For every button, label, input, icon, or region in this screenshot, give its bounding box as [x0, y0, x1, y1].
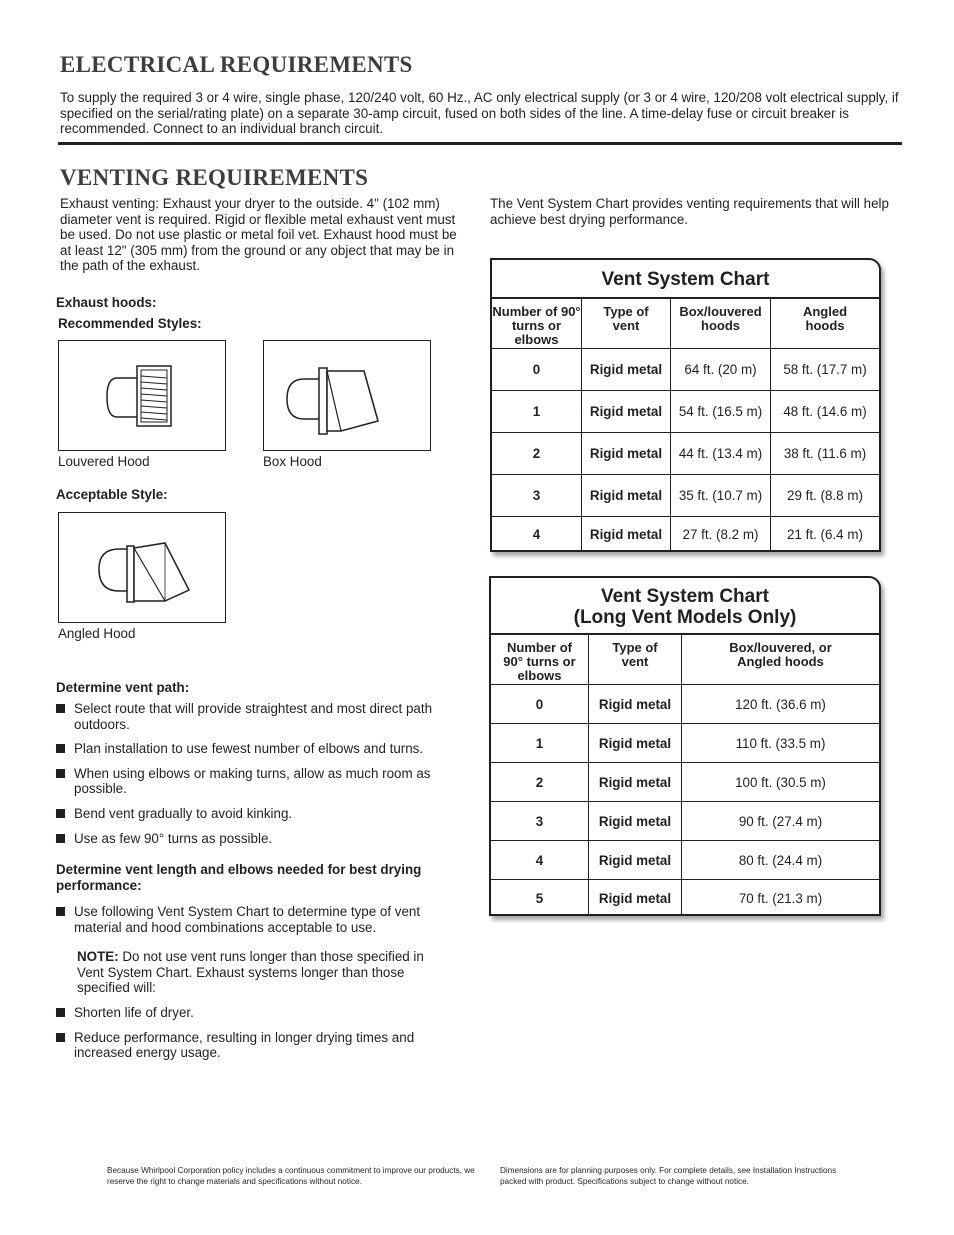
table-row [491, 841, 879, 880]
table-cell: 100 ft. (30.5 m) [735, 774, 826, 790]
long-vent-system-chart [489, 576, 881, 916]
chart-title [491, 578, 879, 635]
note-label: NOTE: [77, 949, 119, 964]
bullet-icon [56, 834, 65, 843]
list-item: Shorten life of dryer. [56, 1005, 456, 1021]
table-cell: 0 [492, 349, 582, 390]
vent-path-list [56, 701, 456, 846]
column-header: Box/louvered, or Angled hoods [729, 640, 832, 669]
table-row [491, 802, 879, 841]
column-header: Type of vent [582, 299, 671, 348]
table-row [491, 880, 879, 916]
angled-hood-image [58, 512, 226, 623]
column-header: Type of vent [589, 635, 682, 684]
table-row [492, 349, 879, 391]
table-cell: 38 ft. (11.6 m) [783, 446, 867, 461]
bullet-icon [56, 1008, 65, 1017]
acceptable-style-label: Acceptable Style: [56, 487, 168, 502]
table-row [492, 391, 879, 433]
table-cell: 27 ft. (8.2 m) [671, 517, 771, 552]
table-cell: 54 ft. (16.5 m) [671, 391, 771, 432]
note-text: Do not use vent runs longer than those specified in Vent System Chart. Exhaust systems longer than those specified will: [77, 949, 424, 996]
table-cell: Rigid metal [582, 475, 671, 516]
table-cell: 48 ft. (14.6 m) [783, 404, 867, 419]
list-item: Use as few 90° turns as possible. [56, 831, 456, 847]
table-cell: 90 ft. (27.4 m) [738, 813, 823, 829]
table-cell: 64 ft. (20 m) [671, 349, 771, 390]
chart-intro: The Vent System Chart provides venting requirements that will help achieve best drying performance. [490, 196, 889, 227]
table-row [491, 685, 879, 724]
section-divider [58, 142, 902, 145]
table-cell: 1 [491, 724, 589, 762]
bullet-icon [56, 809, 65, 818]
table-row [492, 475, 879, 517]
table-cell: Rigid metal [582, 517, 671, 552]
list-item: Plan installation to use fewest number of elbows and turns. [56, 741, 456, 757]
table-cell: 2 [492, 433, 582, 474]
table-cell: 5 [491, 880, 589, 916]
exhaust-hoods-label: Exhaust hoods: [56, 295, 157, 310]
venting-intro: Exhaust venting: Exhaust your dryer to the outside. 4" (102 mm) diameter vent is required. Rigid or flexible metal exhaust vent must be used. Do not use plastic or metal foil vet. Exhaust hood must be at least 12" (305 mm) from the ground or any object that may be in the path of the exhaust. [60, 196, 457, 274]
electrical-text: To supply the required 3 or 4 wire, single phase, 120/240 volt, 60 Hz., AC only electrical supply (or 3 or 4 wire, 120/208 volt electrical supply, if specified on the serial/rating plate) on a separate 30-amp circuit, fused on both sides of the line. A time-delay fuse or circuit breaker is recommended. Connect to an individual branch circuit. [60, 90, 899, 137]
table-cell: 1 [492, 391, 582, 432]
list-item: When using elbows or making turns, allow as much room as possible. [56, 766, 456, 797]
box-hood-image [263, 340, 431, 451]
table-row [491, 724, 879, 763]
table-cell: Rigid metal [589, 724, 682, 762]
list-item: Use following Vent System Chart to determine type of vent material and hood combinations acceptable to use. [56, 904, 456, 935]
list-item: Select route that will provide straightest and most direct path outdoors. [56, 701, 456, 732]
box-hood-icon [264, 341, 429, 449]
table-cell: 35 ft. (10.7 m) [671, 475, 771, 516]
column-header: Angled hoods [802, 304, 848, 333]
list-item: Reduce performance, resulting in longer drying times and increased energy usage. [56, 1030, 456, 1061]
column-header: Box/louvered hoods [671, 299, 771, 348]
list-item: Bend vent gradually to avoid kinking. [56, 806, 456, 822]
vent-path-heading: Determine vent path: [56, 680, 190, 695]
box-hood-caption: Box Hood [263, 454, 322, 469]
result-list [56, 1005, 456, 1061]
table-cell: Rigid metal [582, 391, 671, 432]
bullet-icon [56, 907, 65, 916]
electrical-heading: ELECTRICAL REQUIREMENTS [60, 52, 413, 77]
chart-title-line: Vent System Chart [601, 586, 769, 607]
table-cell: 3 [492, 475, 582, 516]
louvered-hood-image [58, 340, 226, 451]
vent-length-list [56, 904, 456, 935]
column-header: Number of 90° turns or elbows [492, 299, 582, 348]
table-header-row [491, 635, 879, 685]
chart-title-line: (Long Vent Models Only) [573, 607, 797, 628]
angled-hood-caption: Angled Hood [58, 626, 136, 641]
table-cell: 21 ft. (6.4 m) [787, 527, 863, 542]
table-cell: 80 ft. (24.4 m) [738, 852, 823, 868]
table-cell: Rigid metal [589, 802, 682, 840]
table-cell: 110 ft. (33.5 m) [735, 735, 826, 751]
bullet-icon [56, 769, 65, 778]
table-cell: Rigid metal [582, 349, 671, 390]
table-cell: 29 ft. (8.8 m) [787, 488, 863, 503]
louvered-hood-caption: Louvered Hood [58, 454, 150, 469]
bullet-icon [56, 1033, 65, 1042]
table-cell: 4 [491, 841, 589, 879]
table-cell: Rigid metal [589, 763, 682, 801]
recommended-styles-label: Recommended Styles: [58, 316, 202, 331]
vent-system-chart [490, 258, 881, 552]
chart-title: Vent System Chart [492, 260, 879, 299]
table-row [491, 763, 879, 802]
bullet-icon [56, 704, 65, 713]
table-row [492, 517, 879, 552]
table-cell: Rigid metal [589, 685, 682, 723]
table-header-row [492, 299, 879, 349]
note-paragraph [77, 949, 452, 996]
bullet-icon [56, 744, 65, 753]
table-cell: 120 ft. (36.6 m) [735, 696, 826, 712]
table-row [492, 433, 879, 475]
table-cell: Rigid metal [582, 433, 671, 474]
footer-disclaimer-left: Because Whirlpool Corporation policy includes a continuous commitment to improve our products, we reserve the right to change materials and specifications without notice. [107, 1166, 475, 1186]
table-cell: 58 ft. (17.7 m) [783, 362, 867, 377]
vent-length-heading: Determine vent length and elbows needed for best drying performance: [56, 862, 422, 893]
table-cell: 44 ft. (13.4 m) [671, 433, 771, 474]
table-cell: Rigid metal [589, 880, 682, 916]
table-cell: 3 [491, 802, 589, 840]
table-cell: 4 [492, 517, 582, 552]
table-cell: 70 ft. (21.3 m) [738, 891, 823, 906]
venting-heading: VENTING REQUIREMENTS [60, 165, 369, 190]
table-cell: Rigid metal [589, 841, 682, 879]
footer-disclaimer-right: Dimensions are for planning purposes only. For complete details, see Installation Instructions packed with product. Specifications subject to change without notice. [500, 1166, 837, 1186]
column-header: Number of 90° turns or elbows [491, 635, 589, 684]
table-cell: 0 [491, 685, 589, 723]
table-cell: 2 [491, 763, 589, 801]
louvered-hood-icon [59, 341, 224, 449]
angled-hood-icon [59, 513, 224, 621]
